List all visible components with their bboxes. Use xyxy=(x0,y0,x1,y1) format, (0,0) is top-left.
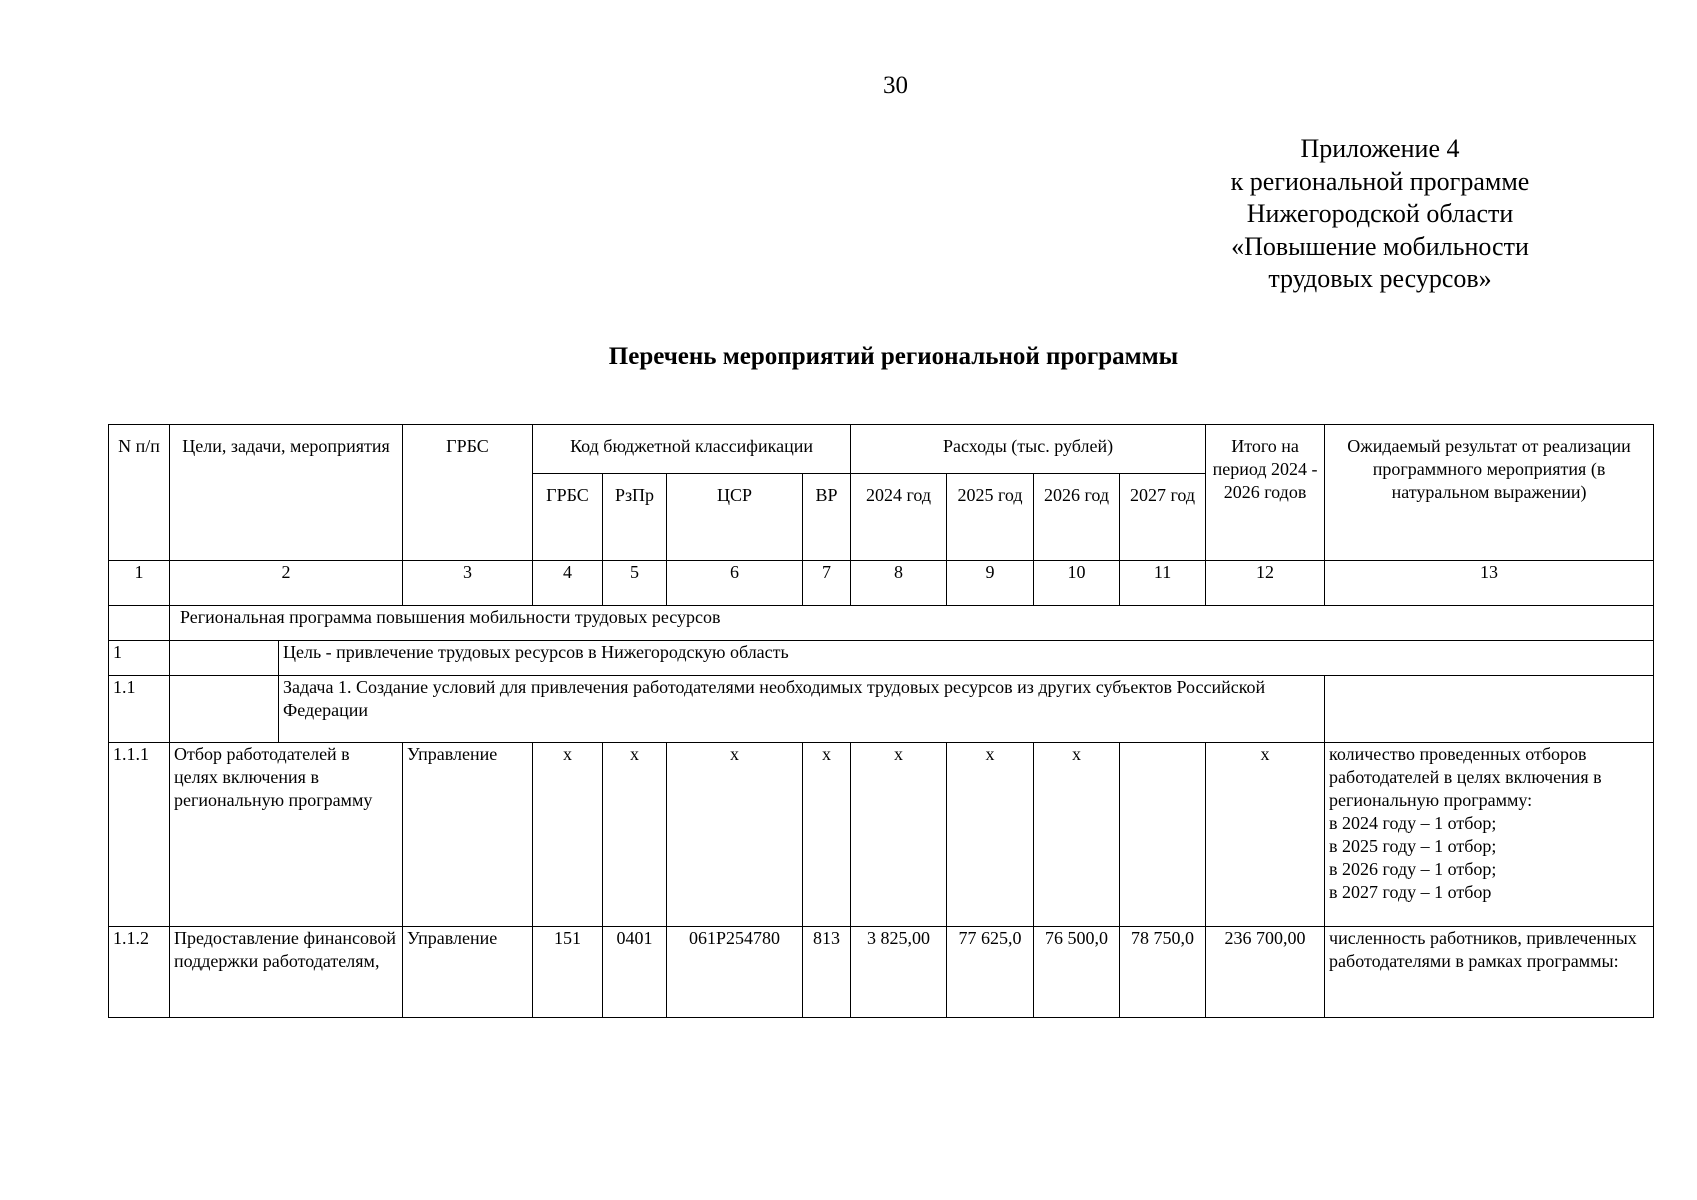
column-number: 5 xyxy=(603,561,667,606)
row-grbs: Управление xyxy=(403,927,533,1018)
program-row-label: Региональная программа повышения мобильности трудовых ресурсов xyxy=(170,606,1654,641)
task-row xyxy=(109,676,1654,743)
table-row xyxy=(109,743,1654,927)
program-row-num xyxy=(109,606,170,641)
column-number: 4 xyxy=(533,561,603,606)
measures-table xyxy=(108,424,1654,1018)
column-number-row xyxy=(109,561,1654,606)
appendix-block xyxy=(1180,133,1580,296)
subheader-2025: 2025 год xyxy=(947,474,1034,561)
header-goals: Цели, задачи, мероприятия xyxy=(170,425,403,561)
result-line: количество проведенных отборов работодателей в целях включения в региональную программу: xyxy=(1329,744,1602,810)
row-2024: х xyxy=(851,743,947,927)
row-2025: х xyxy=(947,743,1034,927)
row-2025: 77 625,0 xyxy=(947,927,1034,1018)
task-row-num: 1.1 xyxy=(109,676,170,743)
column-number: 7 xyxy=(803,561,851,606)
goal-row xyxy=(109,641,1654,676)
page-number: 30 xyxy=(883,72,908,99)
header-result: Ожидаемый результат от реализации программного мероприятия (в натуральном выражении) xyxy=(1325,425,1654,561)
result-line: в 2024 году – 1 отбор; xyxy=(1329,813,1497,833)
column-number: 2 xyxy=(170,561,403,606)
subheader-rzpr: РзПр xyxy=(603,474,667,561)
subheader-2026: 2026 год xyxy=(1034,474,1120,561)
result-line: в 2027 году – 1 отбор xyxy=(1329,882,1492,902)
row-code-grbs: х xyxy=(533,743,603,927)
row-2027 xyxy=(1120,743,1206,927)
row-result xyxy=(1325,927,1654,1018)
header-total: Итого на период 2024 - 2026 годов xyxy=(1206,425,1325,561)
result-line: в 2026 году – 1 отбор; xyxy=(1329,859,1497,879)
row-csr: х xyxy=(667,743,803,927)
row-measure-name: Отбор работодателей в целях включения в региональную программу xyxy=(170,743,403,927)
row-2026: х xyxy=(1034,743,1120,927)
subheader-2027: 2027 год xyxy=(1120,474,1206,561)
goal-row-num: 1 xyxy=(109,641,170,676)
table-row xyxy=(109,927,1654,1018)
row-total: 236 700,00 xyxy=(1206,927,1325,1018)
header-budget-code: Код бюджетной классификации xyxy=(533,425,851,474)
program-row xyxy=(109,606,1654,641)
goal-row-blank xyxy=(170,641,279,676)
row-total: х xyxy=(1206,743,1325,927)
row-2024: 3 825,00 xyxy=(851,927,947,1018)
result-line: численность работников, привлеченных работодателями в рамках программы: xyxy=(1329,928,1637,971)
row-vr: х xyxy=(803,743,851,927)
row-2026: 76 500,0 xyxy=(1034,927,1120,1018)
appendix-line: Нижегородской области xyxy=(1246,199,1514,228)
appendix-line: трудовых ресурсов» xyxy=(1268,264,1492,293)
column-number: 6 xyxy=(667,561,803,606)
result-line: в 2025 году – 1 отбор; xyxy=(1329,836,1497,856)
row-csr: 061Р254780 xyxy=(667,927,803,1018)
subheader-grbs: ГРБС xyxy=(533,474,603,561)
row-num: 1.1.2 xyxy=(109,927,170,1018)
column-number: 1 xyxy=(109,561,170,606)
row-code-grbs: 151 xyxy=(533,927,603,1018)
appendix-line: к региональной программе xyxy=(1230,166,1530,196)
column-number: 3 xyxy=(403,561,533,606)
appendix-line: Приложение 4 xyxy=(1300,134,1460,163)
column-number: 11 xyxy=(1120,561,1206,606)
row-grbs: Управление xyxy=(403,743,533,927)
column-number: 12 xyxy=(1206,561,1325,606)
row-result xyxy=(1325,743,1654,927)
appendix-line: «Повышение мобильности xyxy=(1231,231,1529,261)
column-number: 9 xyxy=(947,561,1034,606)
subheader-csr: ЦСР xyxy=(667,474,803,561)
header-num: N п/п xyxy=(109,425,170,561)
column-number: 8 xyxy=(851,561,947,606)
header-expenses: Расходы (тыс. рублей) xyxy=(851,425,1206,474)
row-rzpr: х xyxy=(603,743,667,927)
subheader-vr: ВР xyxy=(803,474,851,561)
row-2027: 78 750,0 xyxy=(1120,927,1206,1018)
subheader-2024: 2024 год xyxy=(851,474,947,561)
row-vr: 813 xyxy=(803,927,851,1018)
column-number: 10 xyxy=(1034,561,1120,606)
task-row-blank xyxy=(170,676,279,743)
row-num: 1.1.1 xyxy=(109,743,170,927)
column-number: 13 xyxy=(1325,561,1654,606)
task-row-label: Задача 1. Создание условий для привлечения работодателями необходимых трудовых ресурсов из других субъектов Российской Федерации xyxy=(279,676,1325,743)
header-row xyxy=(109,425,1654,474)
row-measure-name: Предоставление финансовой поддержки работодателям, xyxy=(170,927,403,1018)
header-grbs: ГРБС xyxy=(403,425,533,561)
row-rzpr: 0401 xyxy=(603,927,667,1018)
document-title: Перечень мероприятий региональной программы xyxy=(608,343,1179,370)
task-row-result-blank xyxy=(1325,676,1654,743)
goal-row-label: Цель - привлечение трудовых ресурсов в Нижегородскую область xyxy=(279,641,1654,676)
